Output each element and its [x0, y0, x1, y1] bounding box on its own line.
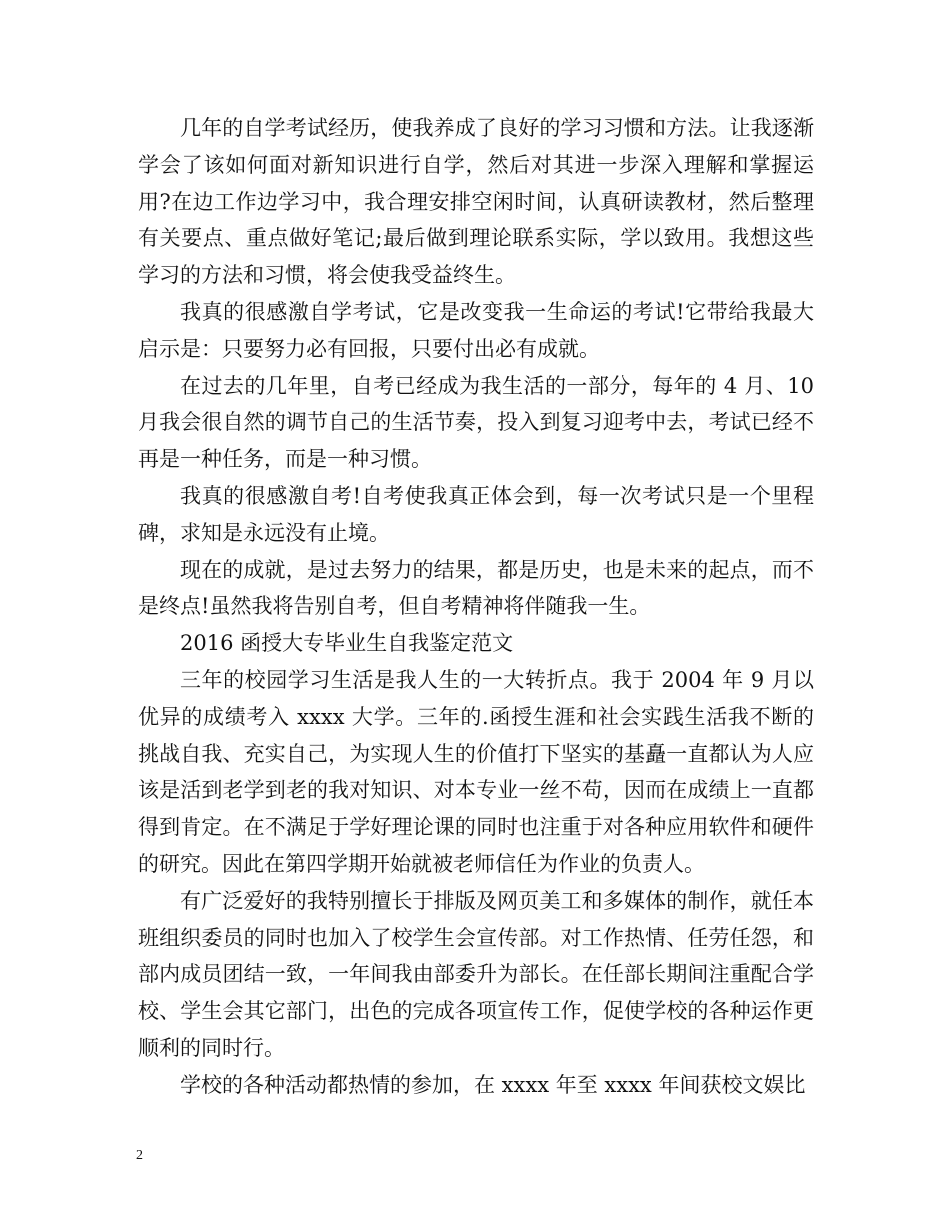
paragraph-milestone: 我真的很感激自考!自考使我真正体会到，每一次考试只是一个里程碑，求知是永远没有止境。 — [138, 483, 814, 545]
paragraph-exam-routine: 在过去的几年里，自考已经成为我生活的一部分，每年的 4 月、10 月我会很自然的调节自己的生活节奏，投入到复习迎考中去，考试已经不再是一种任务，而是一种习惯。 — [138, 373, 814, 472]
paragraph-hobbies-work: 有广泛爱好的我特别擅长于排版及网页美工和多媒体的制作，就任本班组织委员的同时也加入了校学生会宣传部。对工作热情、任劳任怨，和部内成员团结一致，一年间我由部委升为部长。在任部长期间注重配合学校、学生会其它部门，出色的完成各项宣传工作，促使学校的各种运作更顺利的同时行。 — [138, 888, 814, 1060]
page-number: 2 — [136, 1148, 143, 1163]
document-body — [138, 110, 814, 1104]
section-heading: 2016 函授大专毕业生自我鉴定范文 — [180, 631, 514, 656]
paragraph-self-study-habits: 几年的自学考试经历，使我养成了良好的学习习惯和方法。让我逐渐学会了该如何面对新知识进行自学，然后对其进一步深入理解和掌握运用?在边工作边学习中，我合理安排空闲时间，认真研读教材，然后整理有关要点、重点做好笔记;最后做到理论联系实际，学以致用。我想这些学习的方法和习惯，将会使我受益终生。 — [138, 116, 814, 288]
paragraph-activities: 学校的各种活动都热情的参加，在 xxxx 年至 xxxx 年间获校文娱比 — [180, 1072, 806, 1097]
paragraph-gratitude-exam: 我真的很感激自学考试，它是改变我一生命运的考试!它带给我最大启示是：只要努力必有回报，只要付出必有成就。 — [138, 299, 814, 361]
paragraph-campus-life: 三年的校园学习生活是我人生的一大转折点。我于 2004 年 9 月以优异的成绩考入 xxxx 大学。三年的.函授生涯和社会实践生活我不断的挑战自我、充实自己，为实现人生的价值打下坚实的基矗一直都认为人应该是活到老学到老的我对知识、对本专业一丝不苟，因而在成绩上一直都得到肯定。在不满足于学好理论课的同时也注重于对各种应用软件和硬件的研究。因此在第四学期开始就被老师信任为作业的负责人。 — [138, 667, 814, 876]
paragraph-achievement: 现在的成就，是过去努力的结果，都是历史，也是未来的起点，而不是终点!虽然我将告别自考，但自考精神将伴随我一生。 — [138, 557, 814, 619]
